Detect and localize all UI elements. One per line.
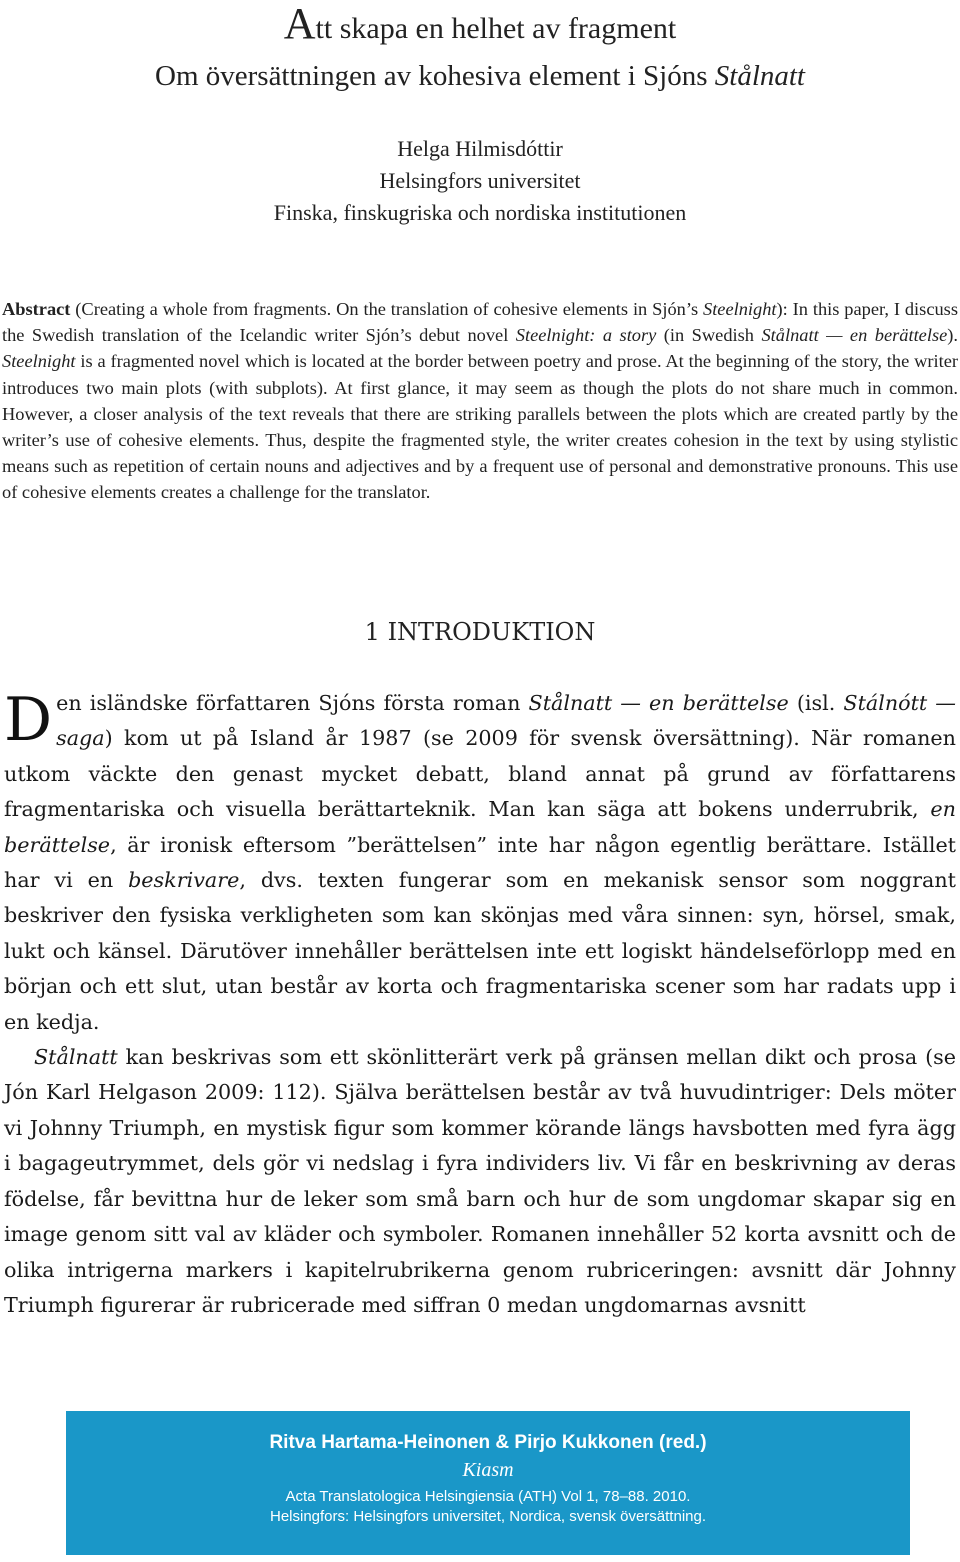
author-affiliation: Helsingfors universitet [379, 168, 581, 193]
paragraph-text: , är ironisk eftersom ”berättelsen” inte har någon egentlig berättare. Istället har vi en [4, 832, 956, 893]
author-name: Helga Hilmisdóttir [397, 136, 563, 161]
footer-title: Kiasm [462, 1459, 514, 1481]
paragraph-italic: Stálnótt — saga [56, 691, 956, 751]
subtitle-text: Om översättningen av kohesiva element i Sjóns [155, 60, 715, 92]
paper-title [0, 2, 960, 51]
abstract-italic: Stålnatt — en berättelse [761, 325, 948, 346]
title-rest: tt skapa en helhet av fragment [315, 12, 677, 45]
abstract-label: Abstract [2, 299, 71, 319]
paragraph-text: (isl. [788, 691, 844, 715]
section-title: INTRODUKTION [387, 618, 596, 646]
abstract-text: ): In this paper, I discuss the Swedish translation of the Icelandic writer Sjón’s debut novel [2, 299, 958, 346]
paragraph [4, 686, 956, 1040]
paragraph-text: , dvs. texten fungerar som en mekanisk sensor som noggrant beskriver den fysiska verkligheten som kan skönjas med våra sinnen: syn, hörsel, smak, lukt och känsel. Därutöver innehåller berättelsen inte ett logiskt händelseförlopp med en början och ett slut, utan består av korta och fragmentariska scener som har radats upp i en kedja. [4, 868, 956, 1034]
paragraph-italic: Stålnatt [34, 1045, 118, 1070]
abstract-italic: Steelnight: a story [515, 325, 657, 346]
paragraph-text: en isländske författaren Sjóns första roman [56, 691, 529, 715]
abstract-italic: Steelnight [703, 299, 777, 319]
abstract [2, 296, 958, 506]
footer-publication-line: Acta Translatologica Helsingiensia (ATH) Vol 1, 78–88. 2010. [285, 1488, 691, 1505]
paragraph-italic: Stålnatt — en berättelse [528, 691, 789, 715]
abstract-text: is a fragmented novel which is located at the border between poetry and prose. At the beginning of the story, the writer introduces two main plots (with subplots). At first glance, it may seem as though the plots do not share much in common. However, a closer analysis of the text reveals that there are striking parallels between the plots which are created partly by the writer’s use of cohesive elements. Thus, despite the fragmented style, the writer creates cohesion in the text by using stylistic means such as repetition of certain nouns and adjectives and by a frequent use of personal and demonstrative pronouns. This use of cohesive elements creates a challenge for the translator. [2, 351, 958, 503]
paper-subtitle [0, 56, 960, 96]
paragraph-text: kan beskrivas som ett skönlitterärt verk på gränsen mellan dikt och prosa (se Jón Karl Helgason 2009: 112). Själva berättelsen består av två huvudintriger: Dels möter vi Johnny Triumph, en mystisk figur som kommer körande längs havsbotten med fyra ägg i bagageutrymmet, dels gör vi nedslag i fyra individers liv. Vi får en beskrivning av deras födelse, får bevittna hur de leker som små barn och hur de som ungdomar skapar sig en image genom sitt val av kläder och symboler. Romanen innehåller 52 korta avsnitt och de olika intrigerna markers i kapitelrubrikerna genom rubriceringen: avsnitt där Johnny Triumph figurerar är rubricerade med siffran 0 medan ungdomarnas avsnitt [4, 1045, 956, 1317]
abstract-text: (in Swedish [656, 325, 762, 346]
paragraph-italic: beskrivare [128, 868, 240, 893]
body-text [4, 686, 956, 1323]
abstract-text: (Creating a whole from fragments. On the translation of cohesive elements in Sjón’s [70, 299, 703, 319]
publication-footer [66, 1411, 910, 1555]
subtitle-italic: Stålnatt [714, 60, 805, 92]
paragraph [4, 1040, 956, 1323]
abstract-italic: Steelnight [2, 351, 76, 372]
paragraph-italic: en berättelse [4, 797, 956, 857]
footer-editors: Ritva Hartama-Heinonen & Pirjo Kukkonen (red.) [269, 1432, 707, 1453]
drop-cap: D [4, 685, 53, 755]
abstract-text: ). [947, 325, 958, 346]
footer-publisher-line: Helsingfors: Helsingfors universitet, Nordica, svensk översättning. [269, 1508, 707, 1525]
author-department: Finska, finskugriska och nordiska institutionen [273, 200, 687, 225]
paragraph-text: ) kom ut på Island år 1987 (se 2009 för svensk översättning). När romanen utkom väckte den genast mycket debatt, bland annat på grund av författarens fragmentariska och visuella berättarteknik. Man kan säga att bokens underrubrik, [4, 726, 956, 822]
section-number: 1 [364, 618, 380, 646]
section-heading [0, 612, 960, 652]
title-initial: A [283, 0, 316, 48]
